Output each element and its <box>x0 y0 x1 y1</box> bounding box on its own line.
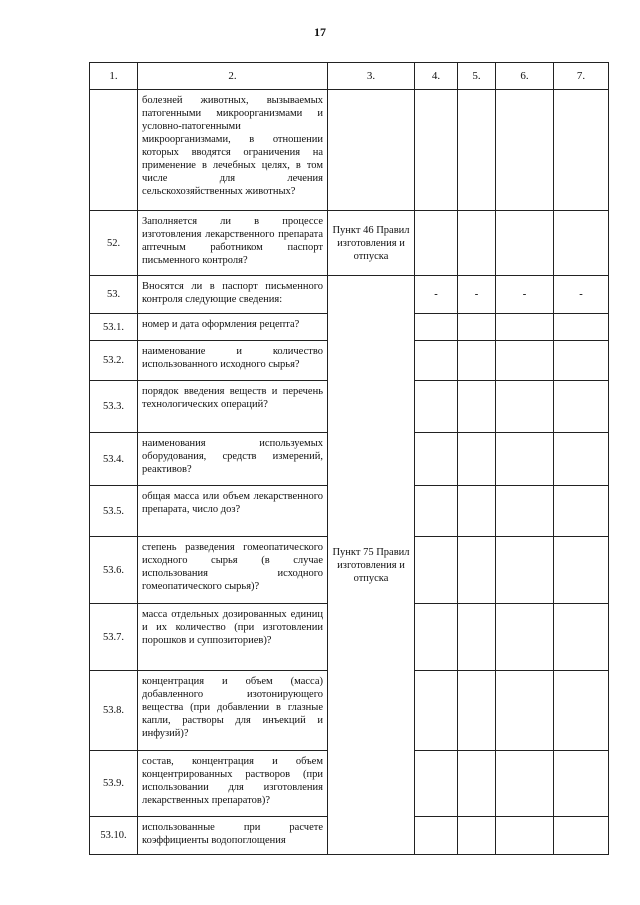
row-number: 53.2. <box>90 341 138 381</box>
question-text: номер и дата оформления рецепта? <box>138 314 328 341</box>
answer-cell <box>496 671 554 751</box>
answer-cell <box>415 751 458 817</box>
row-number: 53.6. <box>90 537 138 604</box>
answer-cell <box>458 751 496 817</box>
answer-cell <box>496 211 554 276</box>
column-header: 4. <box>415 63 458 90</box>
answer-cell <box>415 537 458 604</box>
answer-cell <box>496 381 554 433</box>
answer-cell <box>458 486 496 537</box>
row-number: 53.5. <box>90 486 138 537</box>
question-text: болезней животных, вызываемых патогенными микроорганизмами и условно-патогенными микроорганизмами, в отношении которых вводятся ограничения на применение в лечебных целях, в том числе для лечения сельскохозяйственных животных? <box>138 90 328 211</box>
table-row <box>90 90 609 211</box>
answer-cell <box>458 381 496 433</box>
question-text: использованные при расчете коэффициенты водопоглощения <box>138 817 328 855</box>
question-text: Вносятся ли в паспорт письменного контроля следующие сведения: <box>138 276 328 314</box>
answer-cell <box>415 486 458 537</box>
answer-cell <box>496 486 554 537</box>
question-text: порядок введения веществ и перечень технологических операций? <box>138 381 328 433</box>
answer-cell <box>554 537 609 604</box>
answer-cell <box>415 604 458 671</box>
answer-cell <box>554 433 609 486</box>
answer-cell <box>458 341 496 381</box>
answer-cell <box>415 341 458 381</box>
legal-reference: Пункт 75 Правил изготовления и отпуска <box>328 276 415 855</box>
answer-cell <box>458 90 496 211</box>
answer-cell <box>554 486 609 537</box>
answer-dash: - <box>554 276 609 314</box>
legal-reference: Пункт 46 Правил изготовления и отпуска <box>328 211 415 276</box>
row-number: 53.3. <box>90 381 138 433</box>
answer-cell <box>554 604 609 671</box>
question-text: наименования используемых оборудования, средств измерений, реактивов? <box>138 433 328 486</box>
question-text: степень разведения гомеопатического исходного сырья (в случае использования исходного гомеопатического сырья)? <box>138 537 328 604</box>
table-row <box>90 211 609 276</box>
table-row <box>90 276 609 314</box>
column-header: 5. <box>458 63 496 90</box>
answer-cell <box>458 314 496 341</box>
answer-cell <box>554 751 609 817</box>
column-header: 1. <box>90 63 138 90</box>
page-number: 17 <box>314 25 326 39</box>
answer-cell <box>554 314 609 341</box>
question-text: наименование и количество использованного исходного сырья? <box>138 341 328 381</box>
legal-reference <box>328 90 415 211</box>
answer-dash: - <box>496 276 554 314</box>
answer-cell <box>496 90 554 211</box>
row-number: 53.1. <box>90 314 138 341</box>
answer-cell <box>496 604 554 671</box>
column-header: 7. <box>554 63 609 90</box>
row-number <box>90 90 138 211</box>
row-number: 53.8. <box>90 671 138 751</box>
row-number: 53.10. <box>90 817 138 855</box>
answer-cell <box>415 817 458 855</box>
question-text: состав, концентрация и объем концентрированных растворов (при использовании для изготовления лекарственных препаратов)? <box>138 751 328 817</box>
answer-cell <box>496 537 554 604</box>
answer-cell <box>458 604 496 671</box>
answer-cell <box>415 671 458 751</box>
column-header: 2. <box>138 63 328 90</box>
answer-cell <box>496 751 554 817</box>
row-number: 52. <box>90 211 138 276</box>
column-header: 3. <box>328 63 415 90</box>
answer-cell <box>458 433 496 486</box>
answer-cell <box>458 211 496 276</box>
answer-cell <box>496 433 554 486</box>
question-text: концентрация и объем (масса) добавленного изотонирующего вещества (при добавлении в глазные капли, растворы для инъекций и инфузий)? <box>138 671 328 751</box>
answer-cell <box>458 671 496 751</box>
answer-cell <box>415 90 458 211</box>
answer-dash: - <box>458 276 496 314</box>
answer-cell <box>554 671 609 751</box>
row-number: 53.9. <box>90 751 138 817</box>
answer-cell <box>458 537 496 604</box>
question-text: Заполняется ли в процессе изготовления лекарственного препарата аптечным работником паспорт письменного контроля? <box>138 211 328 276</box>
answer-dash: - <box>415 276 458 314</box>
answer-cell <box>415 314 458 341</box>
checklist-table <box>89 62 609 855</box>
table-header-row <box>90 63 609 90</box>
answer-cell <box>458 817 496 855</box>
answer-cell <box>496 817 554 855</box>
row-number: 53.4. <box>90 433 138 486</box>
answer-cell <box>554 817 609 855</box>
row-number: 53. <box>90 276 138 314</box>
answer-cell <box>415 433 458 486</box>
answer-cell <box>496 341 554 381</box>
answer-cell <box>554 341 609 381</box>
column-header: 6. <box>496 63 554 90</box>
question-text: общая масса или объем лекарственного препарата, число доз? <box>138 486 328 537</box>
answer-cell <box>415 211 458 276</box>
answer-cell <box>554 381 609 433</box>
row-number: 53.7. <box>90 604 138 671</box>
answer-cell <box>554 211 609 276</box>
question-text: масса отдельных дозированных единиц и их количество (при изготовлении порошков и суппозиториев)? <box>138 604 328 671</box>
answer-cell <box>554 90 609 211</box>
answer-cell <box>496 314 554 341</box>
answer-cell <box>415 381 458 433</box>
